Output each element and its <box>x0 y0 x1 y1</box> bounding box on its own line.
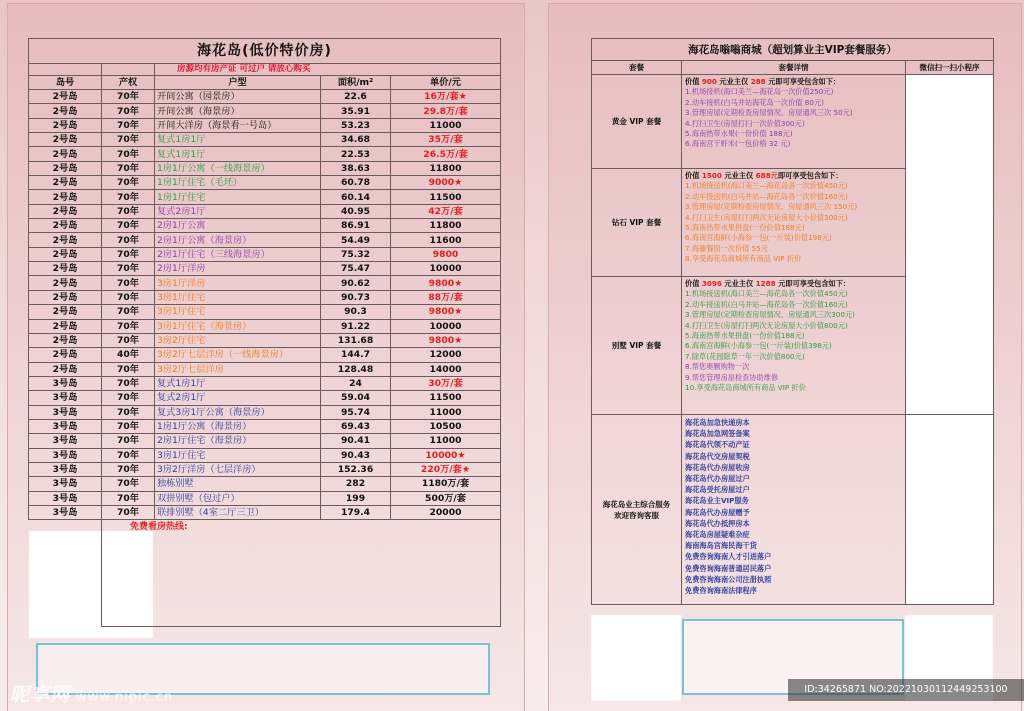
price-row <box>29 319 501 333</box>
type-cell: 3房1厅住宅（海景房） <box>155 319 321 333</box>
type-cell: 1房1厅公寓（一线海景房） <box>155 161 321 175</box>
type-cell: 3房2厅住宅 <box>155 333 321 347</box>
service-item: 海南海岛宫海民海干货 <box>685 541 757 551</box>
header-island: 岛号 <box>29 76 102 90</box>
island-cell: 3号岛 <box>29 405 102 419</box>
package-item: 6.海南宫海鲜(小海参一包(一斤装)价值198元) <box>685 233 832 243</box>
service-item: 海花岛业主VIP服务 <box>685 496 749 506</box>
price-row <box>29 247 501 261</box>
island-cell: 3号岛 <box>29 491 102 505</box>
price-cell: 11500 <box>391 190 501 204</box>
price-cell: 9800★ <box>391 276 501 290</box>
package-item: 5.海南热带水果(一份价值 188元) <box>685 129 793 139</box>
area-cell: 86.91 <box>321 219 391 233</box>
area-cell: 75.32 <box>321 247 391 261</box>
type-cell: 1房1厅住宅 <box>155 190 321 204</box>
price-row <box>29 434 501 448</box>
vip-table <box>591 38 994 605</box>
area-cell: 282 <box>321 477 391 491</box>
type-cell: 3房2厅洋房（七层洋房） <box>155 462 321 476</box>
service-item: 免费咨询海南人才引进落户 <box>685 552 772 562</box>
term-cell: 70年 <box>102 290 155 304</box>
term-cell: 70年 <box>102 419 155 433</box>
service-item: 海花岛受托房屋过户 <box>685 485 750 495</box>
type-cell: 复式1房1厅 <box>155 147 321 161</box>
price-row <box>29 462 501 476</box>
price-cell: 11800 <box>391 219 501 233</box>
package-item: 5.海南热带水果拼盘(一份价值188元) <box>685 223 805 233</box>
term-cell: 70年 <box>102 491 155 505</box>
area-cell: 75.47 <box>321 262 391 276</box>
term-cell: 70年 <box>102 147 155 161</box>
term-cell: 70年 <box>102 204 155 218</box>
price-row <box>29 405 501 419</box>
package-item: 1.机场接送机(海口美兰—海花岛各一次价值450元) <box>685 181 848 191</box>
term-cell: 70年 <box>102 219 155 233</box>
price-cell: 11000 <box>391 118 501 132</box>
price-row <box>29 305 501 319</box>
island-cell: 3号岛 <box>29 448 102 462</box>
price-cell: 29.8万/套 <box>391 104 501 118</box>
price-row <box>29 219 501 233</box>
price-cell: 10500 <box>391 419 501 433</box>
package-item: 4.打扫卫生(房屋打扫两次无论房屋大小价值800元) <box>685 320 848 330</box>
type-cell: 3房1厅住宅 <box>155 448 321 462</box>
term-cell: 70年 <box>102 462 155 476</box>
term-cell: 70年 <box>102 190 155 204</box>
left-price-sheet <box>8 4 524 711</box>
package-item: 7.除草(花园除草一年一次价值800元) <box>685 351 805 361</box>
header-area: 面积/m² <box>321 76 391 90</box>
term-cell: 70年 <box>102 262 155 276</box>
header-term: 产权 <box>102 76 155 90</box>
hotline-label: 免费看房热线: <box>130 522 188 533</box>
watermark-logo: 昵享网 www.nipic.cn <box>10 684 174 706</box>
island-cell: 2号岛 <box>29 161 102 175</box>
package-item: 1.机场接送机(海口美兰—海花岛各一次价值450元) <box>685 289 848 299</box>
service-item: 海花岛加急网签备案 <box>685 429 750 439</box>
package-item: 8.享受海花岛商城所有商品 VIP 折价 <box>685 254 802 264</box>
type-cell: 2房1厅住宅（三线海景房） <box>155 247 321 261</box>
term-cell: 70年 <box>102 118 155 132</box>
price-cell: 11600 <box>391 233 501 247</box>
price-cell: 9800 <box>391 247 501 261</box>
type-cell: 复式2房1厅 <box>155 391 321 405</box>
island-cell: 2号岛 <box>29 176 102 190</box>
area-cell: 69.43 <box>321 419 391 433</box>
island-cell: 2号岛 <box>29 219 102 233</box>
area-cell: 90.73 <box>321 290 391 304</box>
term-cell: 70年 <box>102 376 155 390</box>
package-details <box>682 277 906 415</box>
term-cell: 70年 <box>102 247 155 261</box>
term-cell: 70年 <box>102 319 155 333</box>
price-cell: 220万/套★ <box>391 462 501 476</box>
price-row <box>29 276 501 290</box>
package-item: 2.动车接机(白马井站海花岛一次价值 80元) <box>685 97 824 107</box>
type-cell: 2房1厅公寓（海景房） <box>155 233 321 247</box>
island-cell: 2号岛 <box>29 319 102 333</box>
island-cell: 2号岛 <box>29 247 102 261</box>
price-cell: 9800★ <box>391 333 501 347</box>
price-row <box>29 90 501 104</box>
type-cell: 3房1厅洋房 <box>155 276 321 290</box>
type-cell: 1房1厅住宅（毛坯） <box>155 176 321 190</box>
type-cell: 复式2房1厅 <box>155 204 321 218</box>
service-item: 免费咨询海南普通居民落户 <box>685 563 772 573</box>
package-name: 钻石 VIP 套餐 <box>592 169 682 277</box>
term-cell: 70年 <box>102 448 155 462</box>
type-cell: 开间公寓（园景房） <box>155 90 321 104</box>
term-cell: 40年 <box>102 348 155 362</box>
term-cell: 70年 <box>102 90 155 104</box>
price-row <box>29 333 501 347</box>
price-cell: 10000 <box>391 262 501 276</box>
package-item: 3.管理房屋(定期检查房屋情况、房屋通风三次 150元) <box>685 202 858 212</box>
island-cell: 3号岛 <box>29 391 102 405</box>
type-cell: 复式1房1厅 <box>155 376 321 390</box>
service-item: 海花岛房屋疑难杂症 <box>685 530 750 540</box>
package-headline: 价值 3096 元业主仅 1288 元即可享受包含如下： <box>685 279 851 288</box>
service-item: 海花岛代交房屋契税 <box>685 451 750 461</box>
price-cell: 11500 <box>391 391 501 405</box>
area-cell: 59.04 <box>321 391 391 405</box>
price-cell: 9800★ <box>391 305 501 319</box>
type-cell: 独栋别墅 <box>155 477 321 491</box>
area-cell: 131.68 <box>321 333 391 347</box>
term-cell: 70年 <box>102 233 155 247</box>
term-cell: 70年 <box>102 276 155 290</box>
package-item: 3.管理房屋(定期检查房屋情况、房屋通风三次300元) <box>685 310 855 320</box>
price-row <box>29 362 501 376</box>
price-row <box>29 233 501 247</box>
island-cell: 2号岛 <box>29 276 102 290</box>
price-cell: 35万/套 <box>391 133 501 147</box>
price-cell: 14000 <box>391 362 501 376</box>
package-details <box>682 75 906 169</box>
term-cell: 70年 <box>102 176 155 190</box>
area-cell: 128.48 <box>321 362 391 376</box>
term-cell: 70年 <box>102 391 155 405</box>
package-item: 8.帮您奥颗购物一次 <box>685 362 750 372</box>
term-cell: 70年 <box>102 161 155 175</box>
vip-table-title: 海花岛嗡嗡商城（超划算业主VIP套餐服务） <box>592 39 994 61</box>
service-item: 海花岛代办房屋赠予 <box>685 507 750 517</box>
island-cell: 2号岛 <box>29 262 102 276</box>
service-qr-area <box>906 415 994 605</box>
area-cell: 179.4 <box>321 505 391 519</box>
price-row <box>29 104 501 118</box>
price-row <box>29 161 501 175</box>
area-cell: 90.43 <box>321 448 391 462</box>
island-cell: 2号岛 <box>29 147 102 161</box>
price-cell: 20000 <box>391 505 501 519</box>
term-cell: 70年 <box>102 505 155 519</box>
price-row <box>29 176 501 190</box>
qr-code-area <box>906 75 994 415</box>
island-cell: 3号岛 <box>29 376 102 390</box>
island-cell: 2号岛 <box>29 362 102 376</box>
area-cell: 144.7 <box>321 348 391 362</box>
island-cell: 3号岛 <box>29 505 102 519</box>
island-cell: 2号岛 <box>29 204 102 218</box>
image-id-bar: ID:34265871 NO:20221030112449253100 <box>788 679 1024 701</box>
price-row <box>29 262 501 276</box>
service-item: 海花岛代办房屋收房 <box>685 462 750 472</box>
island-cell: 2号岛 <box>29 133 102 147</box>
package-item: 9.帮您管理房屋检查协助维修 <box>685 372 779 382</box>
price-cell: 10000★ <box>391 448 501 462</box>
island-cell: 2号岛 <box>29 305 102 319</box>
area-cell: 40.95 <box>321 204 391 218</box>
price-row <box>29 391 501 405</box>
area-cell: 54.49 <box>321 233 391 247</box>
term-cell: 70年 <box>102 104 155 118</box>
type-cell: 2房1厅公寓 <box>155 219 321 233</box>
package-name: 别墅 VIP 套餐 <box>592 277 682 415</box>
price-row <box>29 505 501 519</box>
island-cell: 3号岛 <box>29 419 102 433</box>
price-row <box>29 190 501 204</box>
area-cell: 60.78 <box>321 176 391 190</box>
service-item: 免费咨询海南法律程序 <box>685 586 757 596</box>
area-cell: 22.53 <box>321 147 391 161</box>
service-item: 海花岛加急快递房本 <box>685 418 750 427</box>
price-cell: 500万/套 <box>391 491 501 505</box>
island-cell: 2号岛 <box>29 333 102 347</box>
header-type: 户型 <box>155 76 321 90</box>
type-cell: 开间大洋房（海景看一号岛） <box>155 118 321 132</box>
type-cell: 联排别墅（4室二厅三卫） <box>155 505 321 519</box>
term-cell: 70年 <box>102 434 155 448</box>
type-cell: 1房1厅公寓（海景房） <box>155 419 321 433</box>
term-cell: 70年 <box>102 405 155 419</box>
type-cell: 3房2厅七层洋房 <box>155 362 321 376</box>
header-package: 套餐 <box>592 61 682 75</box>
area-cell: 90.3 <box>321 305 391 319</box>
type-cell: 3房2厅七层洋房（一线海景房） <box>155 348 321 362</box>
package-item: 3.管理房屋(定期检查房屋情况、房屋通风三次 50元) <box>685 108 853 118</box>
price-row <box>29 419 501 433</box>
package-item: 4.打扫卫生(房屋打扫两次无论房屋大小价值300元) <box>685 212 848 222</box>
package-item: 7.海藤餐馆一次价值 55元 <box>685 243 768 253</box>
package-item: 5.海南热带水果拼盘(一份价值188元) <box>685 331 805 341</box>
price-cell: 11000 <box>391 405 501 419</box>
service-name: 海花岛业主综合服务 欢迎咨询客服 <box>592 415 682 605</box>
area-cell: 91.22 <box>321 319 391 333</box>
area-cell: 24 <box>321 376 391 390</box>
price-row <box>29 204 501 218</box>
package-headline: 价值 1500 元业主仅 688元即可享受包含如下： <box>685 171 843 180</box>
type-cell: 3房1厅住宅 <box>155 305 321 319</box>
island-cell: 2号岛 <box>29 233 102 247</box>
term-cell: 70年 <box>102 133 155 147</box>
price-row <box>29 448 501 462</box>
price-cell: 30万/套 <box>391 376 501 390</box>
price-cell: 26.5万/套 <box>391 147 501 161</box>
vip-package-row <box>592 75 994 169</box>
service-row <box>592 415 994 605</box>
package-headline: 价值 900 元业主仅 288 元即可享受包含如下： <box>685 77 841 86</box>
price-cell: 12000 <box>391 348 501 362</box>
price-cell: 16万/套★ <box>391 90 501 104</box>
price-table-title: 海花岛(低价特价房) <box>29 39 501 64</box>
term-cell: 70年 <box>102 305 155 319</box>
area-cell: 38.63 <box>321 161 391 175</box>
area-cell: 95.74 <box>321 405 391 419</box>
island-cell: 2号岛 <box>29 104 102 118</box>
package-item: 6.海南宫海鲜(小海参一包(一斤装)价值398元) <box>685 341 832 351</box>
price-cell: 42万/套 <box>391 204 501 218</box>
right-vip-sheet <box>549 4 1021 711</box>
area-cell: 90.62 <box>321 276 391 290</box>
price-row <box>29 491 501 505</box>
package-item: 1.机场接机(海口美兰—海花岛一次价值250元) <box>685 87 834 97</box>
package-details <box>682 169 906 277</box>
package-item: 2.动车接送机(白马井站—海花岛各一次价值160元) <box>685 299 848 309</box>
header-details: 套餐详情 <box>682 61 906 75</box>
island-cell: 2号岛 <box>29 348 102 362</box>
price-row <box>29 133 501 147</box>
package-item: 4.打扫卫生(房屋打扫一次价值300元) <box>685 118 805 128</box>
price-row <box>29 376 501 390</box>
area-cell: 90.41 <box>321 434 391 448</box>
price-cell: 88万/套 <box>391 290 501 304</box>
type-cell: 开间公寓（海景房） <box>155 104 321 118</box>
island-cell: 3号岛 <box>29 462 102 476</box>
area-cell: 53.23 <box>321 118 391 132</box>
island-cell: 3号岛 <box>29 477 102 491</box>
price-cell: 11800 <box>391 161 501 175</box>
island-cell: 2号岛 <box>29 290 102 304</box>
price-row <box>29 348 501 362</box>
type-cell: 复式3房1厅公寓（海景房） <box>155 405 321 419</box>
type-cell: 复式1房1厅 <box>155 133 321 147</box>
service-item: 海花岛代办房屋过户 <box>685 474 750 484</box>
price-table <box>28 38 501 627</box>
term-cell: 70年 <box>102 333 155 347</box>
price-row <box>29 118 501 132</box>
island-cell: 2号岛 <box>29 190 102 204</box>
service-item: 海花岛代领不动产证 <box>685 440 750 450</box>
price-cell: 9000★ <box>391 176 501 190</box>
type-cell: 双拼别墅（包过户） <box>155 491 321 505</box>
service-item: 海花岛代办抵押房本 <box>685 518 750 528</box>
right-blank-left <box>591 615 681 701</box>
type-cell: 3房1厅住宅 <box>155 290 321 304</box>
header-miniprogram: 微信扫一扫小程序 <box>906 61 994 75</box>
header-price: 单价/元 <box>391 76 501 90</box>
area-cell: 22.6 <box>321 90 391 104</box>
price-cell: 11000 <box>391 434 501 448</box>
package-item: 2.动车接送机(白马井站—海花岛各一次价值160元) <box>685 191 848 201</box>
term-cell: 70年 <box>102 477 155 491</box>
price-table-subtitle: 房源均有房产证 可过户 请放心购买 <box>155 64 501 76</box>
service-item: 免费咨询海南公司注册执照 <box>685 574 772 584</box>
island-cell: 2号岛 <box>29 118 102 132</box>
price-row <box>29 290 501 304</box>
package-name: 黄金 VIP 套餐 <box>592 75 682 169</box>
service-list <box>682 415 906 605</box>
package-item: 6.海南宫干虾米(一包价格 32 元) <box>685 139 791 149</box>
area-cell: 34.68 <box>321 133 391 147</box>
area-cell: 35.91 <box>321 104 391 118</box>
term-cell: 70年 <box>102 362 155 376</box>
price-cell: 10000 <box>391 319 501 333</box>
island-cell: 2号岛 <box>29 90 102 104</box>
area-cell: 199 <box>321 491 391 505</box>
type-cell: 2房1厅住宅（海景房） <box>155 434 321 448</box>
area-cell: 152.36 <box>321 462 391 476</box>
area-cell: 60.14 <box>321 190 391 204</box>
package-item: 10.享受海花岛商城所有商品 VIP 折价 <box>685 383 806 393</box>
price-row <box>29 147 501 161</box>
price-cell: 1180万/套 <box>391 477 501 491</box>
type-cell: 2房1厅洋房 <box>155 262 321 276</box>
price-table-header <box>29 76 501 90</box>
price-row <box>29 477 501 491</box>
island-cell: 3号岛 <box>29 434 102 448</box>
